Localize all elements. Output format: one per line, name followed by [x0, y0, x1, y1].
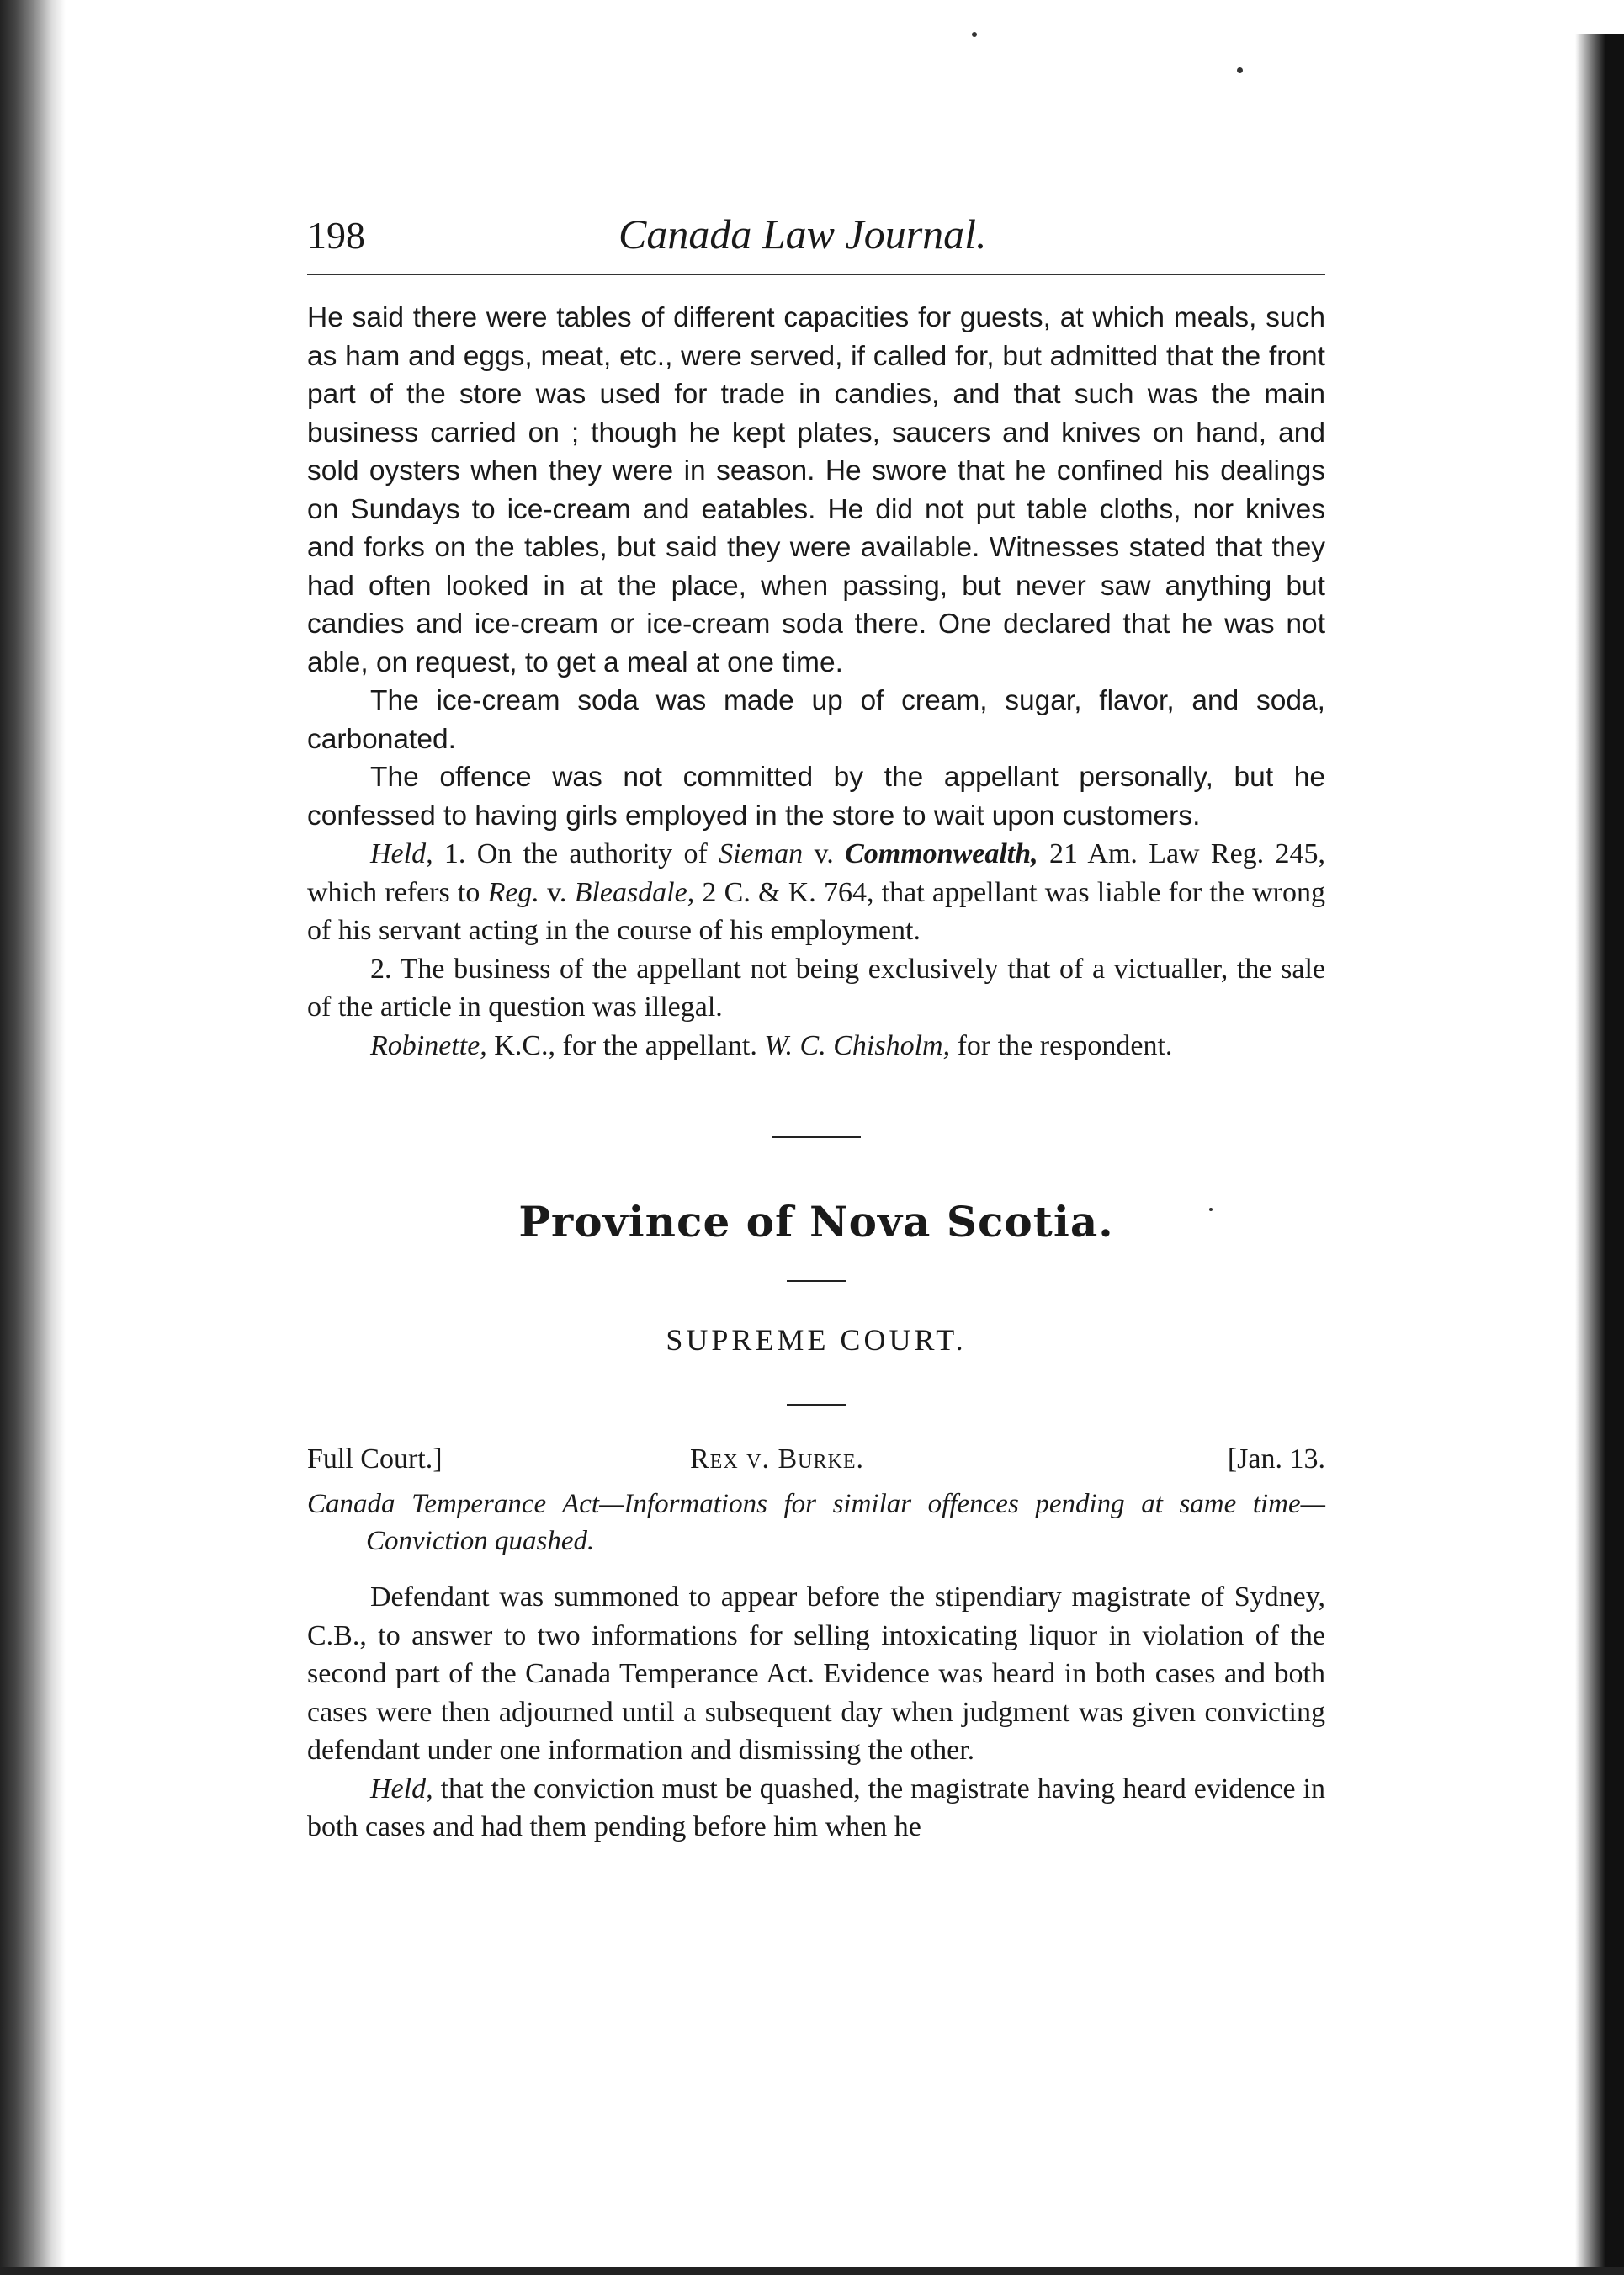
province-heading: Province of Nova Scotia.	[518, 1197, 1114, 1246]
scan-edge-left	[0, 0, 66, 2275]
held-label: Held,	[370, 1773, 433, 1805]
first-case-body	[307, 299, 1325, 835]
case-citation: Bleasdale,	[574, 876, 695, 908]
held-text: 21 Am. Law Reg. 245, which refers to	[307, 838, 1325, 908]
appellant-counsel: Robinette,	[370, 1029, 487, 1061]
scan-edge-right	[1575, 34, 1624, 2275]
respondent-counsel: W. C. Chisholm,	[764, 1029, 951, 1061]
held-paragraph-3	[307, 1770, 1325, 1847]
court-heading: SUPREME COURT.	[666, 1323, 967, 1357]
journal-title: Canada Law Journal.	[618, 210, 987, 258]
held-paragraph-1	[307, 835, 1325, 950]
page	[307, 206, 1325, 1847]
case-citation: Commonwealth,	[845, 838, 1038, 869]
paragraph-defendant: Defendant was summoned to appear before the stipendiary magistrate of Sydney, C.B., to answer to two informations for selling intoxicating liquor in violation of the second part of the Canada Temperance Act. Evidence was heard in both cases and both cases were then adjourned until a subsequent day when judgment was given convicting defendant under one information and dismissing the other.	[307, 1581, 1325, 1766]
counsel-text: for the respondent.	[950, 1029, 1173, 1061]
counsel-line	[307, 1027, 1325, 1066]
running-head	[307, 206, 1325, 275]
headnote: Canada Temperance Act—Informations for similar offences pending at same time—Conviction quashed.	[307, 1489, 1325, 1556]
paragraph-facts: He said there were tables of different capacities for guests, at which meals, such as ham and eggs, meat, etc., were served, if called for, but admitted that the front part of the store was used for trade in candies, and that such was the main business carried on ; though he kept plates, saucers and knives on hand, and sold oysters when they were in season. He swore that he confined his dealings on Sundays to ice-cream and eatables. He did not put table cloths, nor knives and forks on the tables, but said they were available. Witnesses stated that they had often looked in at the place, when passing, but never saw anything but candies and ice-cream or ice-cream soda there. One declared that he was not able, on request, to get a meal at one time.	[307, 302, 1325, 678]
case-citation: Sieman	[719, 838, 804, 869]
page-number: 198	[307, 214, 365, 257]
versus: v.	[539, 876, 575, 908]
court-name: Full Court.]	[307, 1443, 443, 1475]
versus: v.	[803, 838, 846, 869]
held-text: that the conviction must be quashed, the magistrate having heard evidence in both cases and had them pending before him when he	[307, 1773, 1325, 1842]
case-citation: Reg.	[487, 876, 539, 908]
case-line	[307, 1443, 1325, 1486]
scan-speck	[972, 32, 977, 37]
case-name: Rex v. Burke.	[690, 1443, 865, 1475]
case-date: [Jan. 13.	[1227, 1443, 1325, 1475]
held-label: Held,	[370, 838, 433, 869]
scan-edge-bottom	[0, 2267, 1624, 2275]
held-text: 2 C. & K. 764, that appellant was liable for the wrong of his servant acting in the course of his employment.	[307, 876, 1325, 946]
held-text: 1. On the authority of	[433, 838, 719, 869]
paragraph-soda: The ice-cream soda was made up of cream, sugar, flavor, and soda, carbonated.	[307, 685, 1325, 755]
scan-speck	[1237, 67, 1243, 73]
counsel-text: K.C., for the appellant.	[486, 1029, 765, 1061]
paragraph-offence: The offence was not committed by the appellant personally, but he confessed to having girls employed in the store to wait upon customers.	[307, 762, 1325, 832]
held-paragraph-2: 2. The business of the appellant not being exclusively that of a victualler, the sale of the article in question was illegal.	[307, 953, 1325, 1023]
